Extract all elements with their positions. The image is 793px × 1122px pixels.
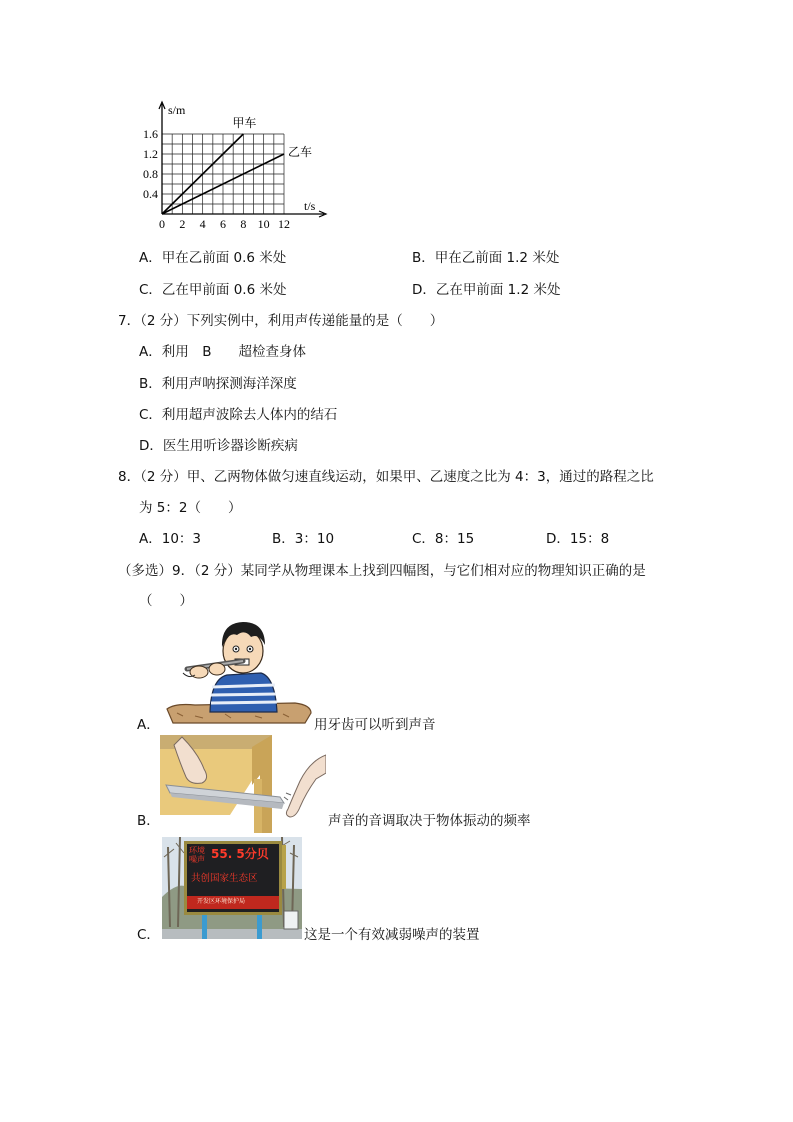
x-tick-label: 12: [278, 217, 290, 231]
sign-label-noise: 噪声: [189, 855, 205, 864]
q9-option-c-label[interactable]: C．: [137, 927, 160, 943]
y-tick-label: 0.4: [143, 187, 158, 201]
q6-option-a[interactable]: A．甲在乙前面 0.6 米处: [139, 250, 287, 266]
q6-option-c[interactable]: C．乙在甲前面 0.6 米处: [139, 282, 287, 298]
q9-option-b-label[interactable]: B．: [137, 813, 160, 829]
x-tick-label: 0: [159, 217, 165, 231]
y-axis-label: s/m: [168, 103, 186, 117]
noise-monitor-photo: [162, 837, 302, 939]
sign-slogan: 共创国家生态区: [191, 873, 258, 884]
q8-option-c[interactable]: C．8：15: [412, 531, 475, 547]
boy-biting-rod-image: [165, 617, 313, 727]
q9-stem-line2: （ ）: [139, 593, 193, 609]
q8-option-a[interactable]: A．10：3: [139, 531, 202, 547]
q7-option-a[interactable]: A．利用 B 超检查身体: [139, 344, 306, 360]
q8-stem-line1: 8．（2 分）甲、乙两物体做匀速直线运动，如果甲、乙速度之比为 4：3，通过的路程之比: [118, 469, 654, 485]
q8-option-d[interactable]: D．15：8: [546, 531, 610, 547]
series-label: 甲车: [232, 116, 257, 130]
sign-label-environment: 环境: [189, 846, 205, 855]
x-axis-label: t/s: [304, 199, 316, 213]
y-tick-label: 0.8: [143, 167, 158, 181]
q7-option-c[interactable]: C．利用超声波除去人体内的结石: [139, 407, 338, 423]
q9-option-a-text: 用牙齿可以听到声音: [314, 717, 436, 733]
chart-labels: [143, 103, 316, 231]
x-tick-label: 6: [220, 217, 226, 231]
q7-stem: 7．（2 分）下列实例中，利用声传递能量的是（ ）: [118, 313, 444, 329]
q7-option-b[interactable]: B．利用声呐探测海洋深度: [139, 376, 297, 392]
x-tick-label: 4: [199, 217, 206, 231]
q9-option-b-text: 声音的音调取决于物体振动的频率: [328, 813, 531, 829]
chart-grid: [162, 134, 284, 214]
ruler-on-table-image: [160, 735, 326, 833]
q7-option-d[interactable]: D．医生用听诊器诊断疾病: [139, 438, 298, 454]
x-tick-label: 2: [179, 217, 186, 231]
distance-time-chart: [128, 100, 338, 240]
q9-option-c-text: 这是一个有效减弱噪声的装置: [304, 927, 480, 943]
x-tick-label: 10: [257, 217, 270, 231]
q6-option-d[interactable]: D．乙在甲前面 1.2 米处: [412, 282, 561, 298]
q9-stem-line1: （多选）9．（2 分）某同学从物理课本上找到四幅图，与它们相对应的物理知识正确的是: [118, 563, 646, 579]
series-label: 乙车: [288, 145, 313, 159]
y-tick-label: 1.2: [143, 147, 158, 161]
q9-option-a-label[interactable]: A．: [137, 717, 160, 733]
x-tick-label: 8: [240, 217, 247, 231]
q6-option-b[interactable]: B．甲在乙前面 1.2 米处: [412, 250, 560, 266]
q8-stem-line2: 为 5：2（ ）: [139, 500, 242, 516]
y-tick-label: 1.6: [143, 127, 158, 141]
q8-option-b[interactable]: B．3：10: [272, 531, 335, 547]
sign-issuer: 开发区环境保护局: [197, 898, 246, 905]
led-sign-board: [184, 841, 282, 915]
sign-decibel-value: 55. 5分贝: [211, 847, 269, 861]
